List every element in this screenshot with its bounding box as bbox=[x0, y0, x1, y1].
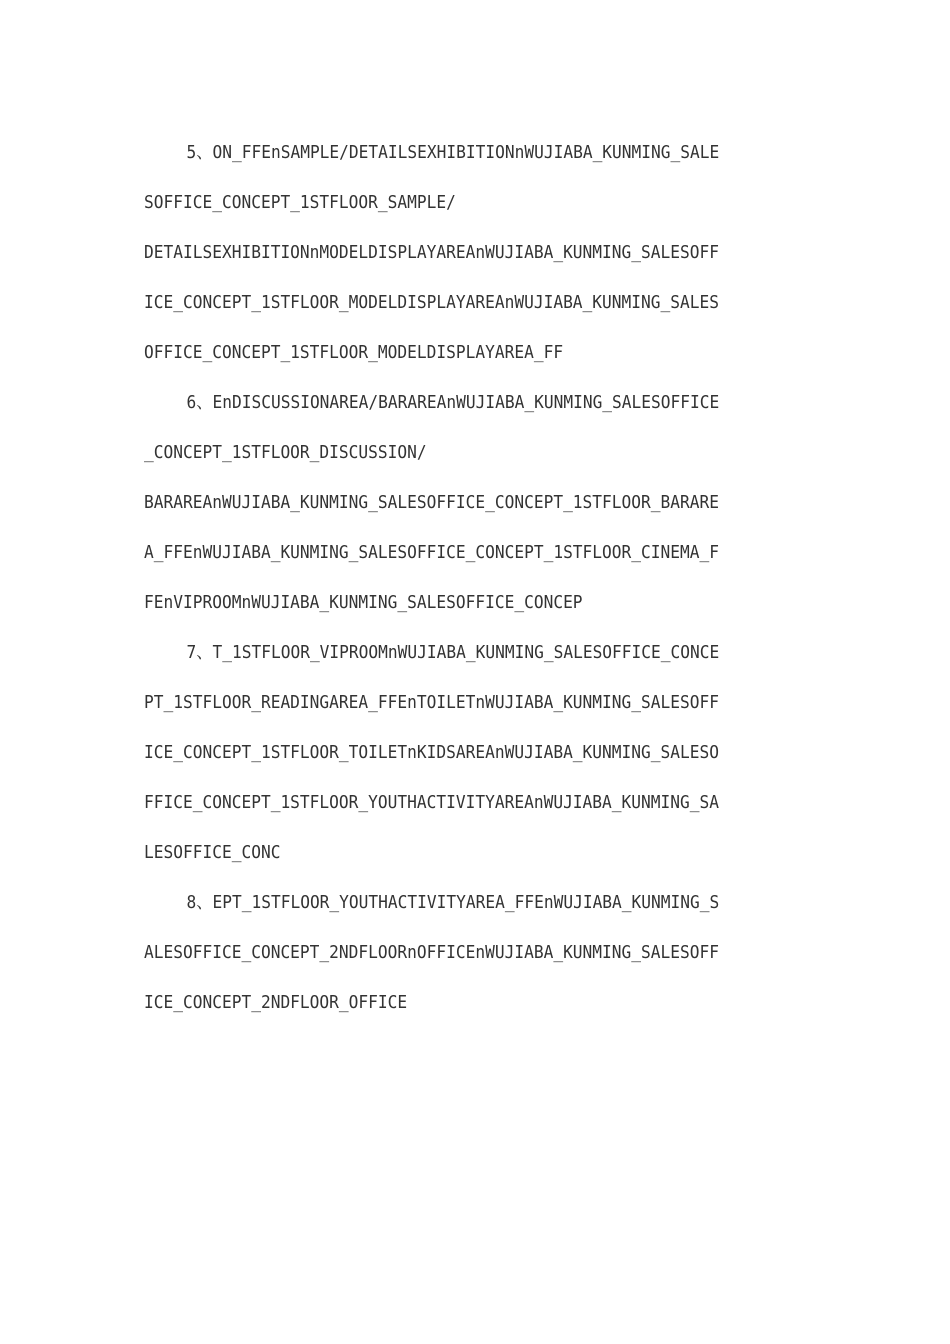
paragraph-line: FFICE_CONCEPT_1STFLOOR_YOUTHACTIVITYAREAnWUJIABA_KUNMING_SA bbox=[144, 793, 720, 813]
paragraph-line: 8、EPT_1STFLOOR_YOUTHACTIVITYAREA_FFEnWUJIABA_KUNMING_S bbox=[186, 893, 720, 913]
paragraph-line: ICE_CONCEPT_1STFLOOR_MODELDISPLAYAREAnWUJIABA_KUNMING_SALES bbox=[144, 293, 720, 313]
paragraph-line: 5、ON_FFEnSAMPLE/DETAILSEXHIBITIONnWUJIABA_KUNMING_SALE bbox=[186, 143, 720, 163]
paragraph-8 bbox=[144, 878, 814, 1028]
paragraph-line: ICE_CONCEPT_2NDFLOOR_OFFICE bbox=[144, 993, 408, 1013]
document-body bbox=[144, 128, 814, 1028]
paragraph-line: LESOFFICE_CONC bbox=[144, 843, 281, 863]
paragraph-line: 7、T_1STFLOOR_VIPROOMnWUJIABA_KUNMING_SALESOFFICE_CONCE bbox=[186, 643, 720, 663]
paragraph-line: DETAILSEXHIBITIONnMODELDISPLAYAREAnWUJIABA_KUNMING_SALESOFF bbox=[144, 243, 720, 263]
paragraph-line: ALESOFFICE_CONCEPT_2NDFLOORnOFFICEnWUJIABA_KUNMING_SALESOFF bbox=[144, 943, 720, 963]
paragraph-line: SOFFICE_CONCEPT_1STFLOOR_SAMPLE/ bbox=[144, 193, 456, 213]
paragraph-7 bbox=[144, 628, 814, 878]
paragraph-6 bbox=[144, 378, 814, 628]
paragraph-line: 6、EnDISCUSSIONAREA/BARAREAnWUJIABA_KUNMING_SALESOFFICE bbox=[186, 393, 720, 413]
paragraph-line: PT_1STFLOOR_READINGAREA_FFEnTOILETnWUJIABA_KUNMING_SALESOFF bbox=[144, 693, 720, 713]
paragraph-line: BARAREAnWUJIABA_KUNMING_SALESOFFICE_CONCEPT_1STFLOOR_BARARE bbox=[144, 493, 720, 513]
paragraph-line: FEnVIPROOMnWUJIABA_KUNMING_SALESOFFICE_CONCEP bbox=[144, 593, 583, 613]
paragraph-line: _CONCEPT_1STFLOOR_DISCUSSION/ bbox=[144, 443, 427, 463]
paragraph-line: A_FFEnWUJIABA_KUNMING_SALESOFFICE_CONCEPT_1STFLOOR_CINEMA_F bbox=[144, 543, 720, 563]
paragraph-line: OFFICE_CONCEPT_1STFLOOR_MODELDISPLAYAREA_FF bbox=[144, 343, 564, 363]
paragraph-line: ICE_CONCEPT_1STFLOOR_TOILETnKIDSAREAnWUJIABA_KUNMING_SALESO bbox=[144, 743, 720, 763]
paragraph-5 bbox=[144, 128, 814, 378]
